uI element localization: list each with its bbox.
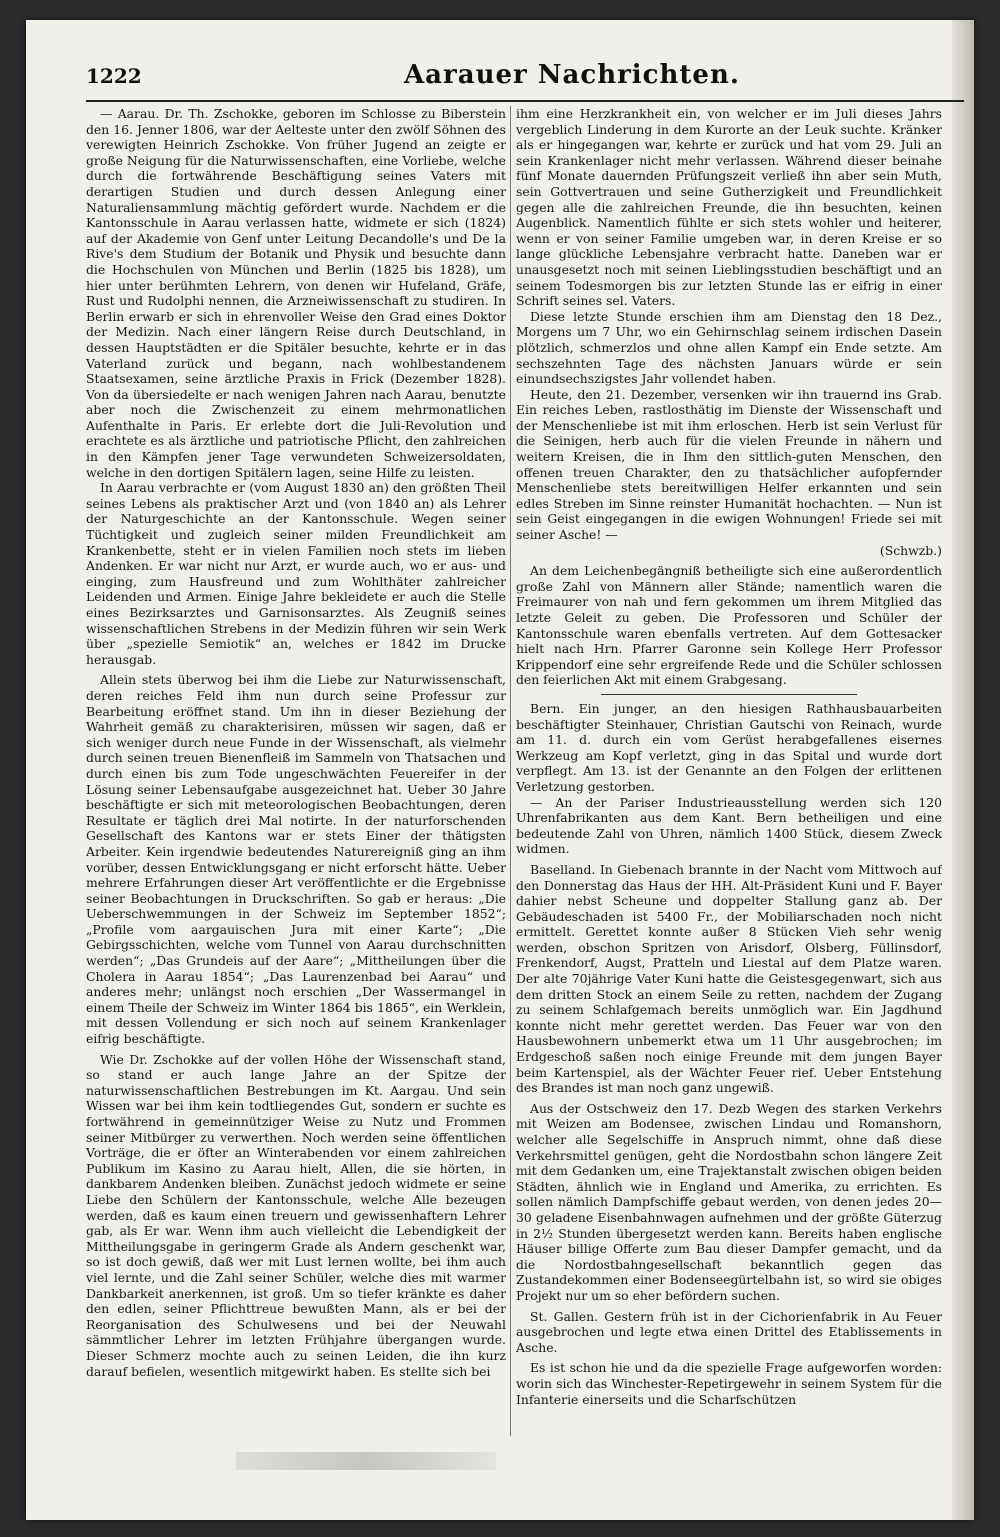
left-column (86, 106, 506, 1436)
news-item-ostschweiz: Aus der Ostschweiz den 17. Dezb Wegen des starken Verkehrs mit Weizen am Bodensee, zwischen Lindau und Romanshorn, welcher alle Segelschiffe in Anspruch nimmt, ohne daß diese Verkehrsmittel genügen, geht die Nordostbahn schon längere Zeit mit dem Gedanken um, eine Trajektanstalt zwischen obigen beiden Städten, ähnlich wie in England und Amerika, zu errichten. Es sollen nämlich Dampfschiffe gebaut werden, von denen jedes 20—30 geladene Eisenbahnwagen aufnehmen und der größte Güterzug in 2½ Stunden übergesetzt werden kann. Bereits haben englische Häuser billige Offerte zum Bau dieser Dampfer gemacht, und da die Nordostbahngesellschaft bekanntlich gegen das Zustandekommen einer Bodenseegürtelbahn ist, so wird sie obiges Projekt nur um so eher befördern suchen. (516, 1100, 942, 1303)
section-divider (601, 694, 857, 695)
page-header (86, 60, 906, 96)
article-paragraph: Diese letzte Stunde erschien ihm am Dienstag den 18 Dez., Morgens um 7 Uhr, wo ein Gehirnschlag seinem irdischen Dasein plötzlich, schmerzlos und ohne allen Kampf ein Ende setzte. Am sechszehnten Tage des nächsten Januars würde er sein einundsechszigstes Jahr vollendet haben. (516, 308, 942, 387)
article-paragraph: An dem Leichenbegängniß betheiligte sich eine außerordentlich große Zahl von Männern aller Stände; namentlich waren die Freimaurer von nah und fern gekommen um ihrem Mitglied das letzte Geleit zu geben. Die Professoren und Schüler der Kantonsschule waren ebenfalls vertreten. Auf dem Gottesacker hielt nach Hrn. Pfarrer Garonne sein Kollege Herr Professor Krippendorf eine sehr ergreifende Rede und die Schüler schlossen den feierlichen Akt mit einem Grabgesang. (516, 563, 942, 688)
print-smudge (236, 1452, 496, 1470)
news-item: — An der Pariser Industrieausstellung werden sich 120 Uhrenfabrikanten aus dem Kant. Bern betheiligen und eine bedeutende Zahl von Uhren, nämlich 1400 Stück, diesem Zweck widmen. (516, 794, 942, 857)
article-paragraph: Allein stets überwog bei ihm die Liebe zur Naturwissenschaft, deren reiches Feld ihm nun durch seine Professur zur Bearbeitung eröffnet stand. Um ihn in dieser Beziehung der Wahrheit gemäß zu charakterisiren, müssen wir sagen, daß er sich weniger durch neue Funde in der Wissenschaft, als vielmehr durch seinen treuen Bienenfleiß im Sammeln von Thatsachen und durch einen bis zum Tode ungeschwächten Feuereifer in der Lösung seiner Lebensaufgabe ausgezeichnet hat. Ueber 30 Jahre beschäftigte er sich mit meteorologischen Beobachtungen, deren Resultate er täglich drei Mal notirte. In der naturforschenden Gesellschaft des Kantons war er stets Einer der thätigsten Arbeiter. Kein irgendwie bedeutendes Naturereigniß ging an ihm vorüber, dessen Entwicklungsgang er nicht erforscht hätte. Ueber mehrere Erfahrungen dieser Art veröffentlichte er die Ergebnisse seiner Beobachtungen in Druckschriften. So gab er heraus: „Die Ueberschwemmungen in der Schweiz im September 1852“; „Profile vom aargauischen Jura mit einer Karte“; „Die Gebirgsschichten, welche vom Tunnel von Aarau durchschnitten werden“; „Das Grundeis auf der Aare“; „Mittheilungen über die Cholera in Aarau 1854“; „Das Laurenzenbad bei Aarau“ und anderes mehr; unlängst noch erschien „Der Wassermangel in einem Theile der Schweiz im Winter 1864 bis 1865“, ein Werklein, mit dessen Vollendung er sich noch auf seinem Krankenlager eifrig beschäftigte. (86, 672, 506, 1047)
newspaper-page (26, 20, 974, 1520)
news-item-bern: Bern. Ein junger, an den hiesigen Rathhausbauarbeiten beschäftigter Steinhauer, Christian Gautschi von Reinach, wurde am 11. d. durch ein vom Gerüst herabgefallenes eisernes Werkzeug am Kopf verletzt, ging in das Spital und wurde dort verpflegt. Am 13. ist der Genannte an den Folgen der erlittenen Verletzung gestorben. (516, 700, 942, 794)
article-paragraph: ihm eine Herzkrankheit ein, von welcher er im Juli dieses Jahrs vergeblich Linderung in dem Kurorte an der Leuk suchte. Kränker als er hingegangen war, kehrte er zurück und hat vom 29. Juli an sein Krankenlager nicht mehr verlassen. Während dieser beinahe fünf Monate dauernden Prüfungszeit verließ ihn aber sein Muth, sein Gottvertrauen und seine Gutherzigkeit und Freundlichkeit gegen alle die zahlreichen Freunde, die ihn besuchten, keinen Augenblick. Namentlich fühlte er sich stets wohler und heiterer, wenn er von seiner Familie umgeben war, in deren Kreise er so lange glückliche Lebensjahre verbracht hatte. Daneben war er unausgesetzt noch mit seinen Lieblingsstudien beschäftigt und an seinem Todesmorgen bis zur letzten Stunde las er eifrig in einer Schrift seines sel. Vaters. (516, 106, 942, 309)
article-paragraph: In Aarau verbrachte er (vom August 1830 an) den größten Theil seines Lebens als praktischer Arzt und (von 1840 an) als Lehrer der Naturgeschichte an der Kantonsschule. Wegen seiner Tüchtigkeit und zugleich seiner milden Freundlichkeit am Krankenbette, steht er in vielen Familien noch stets im lieben Andenken. Er war nicht nur Arzt, er wurde auch, wo er aus- und einging, zum Hausfreund und zum Wohlthäter zahlreicher Leidenden und Armen. Einige Jahre bekleidete er auch die Stelle eines Bezirksarztes und Garnisonsarztes. Als Zeugniß seines wissenschaftlichen Strebens in der Medizin führen wir sein Werk über „spezielle Semiotik“ an, welches er 1842 im Drucke herausgab. (86, 480, 506, 667)
page-edge (952, 20, 974, 1520)
header-rule (86, 100, 964, 102)
article-paragraph: Wie Dr. Zschokke auf der vollen Höhe der Wissenschaft stand, so stand er auch lange Jahre an der Spitze der naturwissenschaftlichen Bestrebungen im Kt. Aargau. Und sein Wissen war bei ihm kein todtliegendes Gut, sondern er suchte es fortwährend in gemeinnütziger Weise zu Nutz und Frommen seiner Mitbürger zu verwerthen. Noch werden seine öffentlichen Vorträge, die er öfter an Winterabenden vor einem zahlreichen Publikum im Kasino zu Aarau hielt, Allen, die sie hörten, in dankbarem Andenken bleiben. Zunächst jedoch widmete er seine Liebe den Schülern der Kantonsschule, welche Alle bezeugen werden, daß es kaum einen treuern und gewissenhaftern Lehrer gab, als Er war. Wenn ihm auch vielleicht die Lebendigkeit der Mittheilungsgabe in geringerm Grade als Andern geschenkt war, so ist doch gewiß, daß wer mit Lust lernen wollte, bei ihm auch viel lernte, und die Zahl seiner Schüler, welche dies mit warmer Dankbarkeit anerkennen, ist groß. Um so tiefer kränkte es daher den edlen, seiner Pflichttreue bewußten Mann, als er bei der Reorganisation des Schulwesens und bei der Neuwahl sämmtlicher Lehrer im letzten Frühjahre übergangen wurde. Dieser Schmerz mochte auch zu seinen Leiden, die ihn kurz darauf befielen, wesentlich mitgewirkt haben. Es stellte sich bei (86, 1051, 506, 1379)
column-divider (510, 106, 511, 1436)
news-item: Es ist schon hie und da die spezielle Frage aufgeworfen worden: worin sich das Winchester-Repetirgewehr in seinem System für die Infanterie einerseits und die Scharfschützen (516, 1360, 942, 1407)
news-item-baselland: Baselland. In Giebenach brannte in der Nacht vom Mittwoch auf den Donnerstag das Haus der HH. Alt-Präsident Kuni und F. Bayer dahier nebst Scheune und doppelter Stallung ganz ab. Der Gebäudeschaden ist 5400 Fr., der Mobiliarschaden noch nicht ermittelt. Gerettet konnte außer 8 Stücken Vieh sehr wenig werden, obschon Spritzen von Arisdorf, Olsberg, Füllinsdorf, Frenkendorf, Augst, Pratteln und Liestal auf dem Platze waren. Der alte 70jährige Vater Kuni hatte die Geistesgegenwart, sich aus dem dritten Stock an einem Seile zu retten, nachdem der Zugang zu seinem Schlafgemach bereits unmöglich war. Ein Jagdhund konnte nicht mehr gerettet werden. Das Feuer war von den Hausbewohnern unbemerkt etwa um 11 Uhr ausgebrochen; im Erdgeschoß saßen noch einige Freunde mit dem jungen Bayer beim Kartenspiel, als der Wächter Feuer rief. Ueber Entstehung des Brandes ist man noch ganz ungewiß. (516, 861, 942, 1096)
news-item-st-gallen: St. Gallen. Gestern früh ist in der Cichorienfabrik in Au Feuer ausgebrochen und legte etwa einen Drittel des Etablissements in Asche. (516, 1308, 942, 1355)
article-paragraph: — Aarau. Dr. Th. Zschokke, geboren im Schlosse zu Biberstein den 16. Jenner 1806, war der Aelteste unter den zwölf Söhnen des verewigten Heinrich Zschokke. Von früher Jugend an zeigte er große Neigung für die Naturwissenschaften, eine Vorliebe, welche durch die fortwährende Beschäftigung seines Vaters mit derartigen Studien und durch dessen Anlegung einer Naturaliensammlung mächtig gefördert wurde. Nachdem er die Kantonsschule in Aarau verlassen hatte, widmete er sich (1824) auf der Akademie von Genf unter Leitung Decandolle's und De la Rive's dem Studium der Botanik und Physik und besuchte dann die Hochschulen von München und Berlin (1825 bis 1828), um hier unter berühmten Lehrern, von denen wir Hufeland, Gräfe, Rust und Rudolphi nennen, die Arzneiwissenschaft zu studiren. In Berlin erwarb er sich in ehrenvoller Weise den Grad eines Doktor der Medizin. Nach einer längern Reise durch Deutschland, in dessen Hauptstädten er die Spitäler besuchte, kehrte er in das Vaterland zurück und begann, nach wohlbestandenem Staatsexamen, seine ärztliche Praxis in Frick (Dezember 1828). Von da übersiedelte er nach wenigen Jahren nach Aarau, benutzte aber noch die Zwischenzeit zu einem mehrmonatlichen Aufenthalte in Paris. Er erlebte dort die Juli-Revolution und erachtete es als ärztliche und patriotische Pflicht, den zahlreichen in den Kämpfen jener Tage verwundeten Schweizersoldaten, welche in den dortigen Spitälern lagen, seine Hilfe zu leisten. (86, 106, 506, 480)
source-attribution: (Schwzb.) (879, 542, 942, 558)
masthead-title: Aarauer Nachrichten. (404, 60, 740, 90)
right-column (516, 106, 942, 1436)
page-number: 1222 (86, 64, 142, 88)
article-paragraph: Heute, den 21. Dezember, versenken wir ihn trauernd ins Grab. Ein reiches Leben, rastlosthätig im Dienste der Wissenschaft und der Menschenliebe ist mit ihm erloschen. Herb ist sein Verlust für die Seinigen, herb auch für die vielen Freunde in nähern und weitern Kreisen, die in Ihm den sittlich-guten Menschen, den offenen treuen Charakter, den zu thatsächlicher aufopfernder Menschenliebe stets bereitwilligen Helfer erkannten und sein edles Streben im Sinne reinster Humanität hochachten. — Nun ist sein Geist eingegangen in die ewigen Wohnungen! Friede sei mit seiner Asche! — (516, 386, 942, 543)
